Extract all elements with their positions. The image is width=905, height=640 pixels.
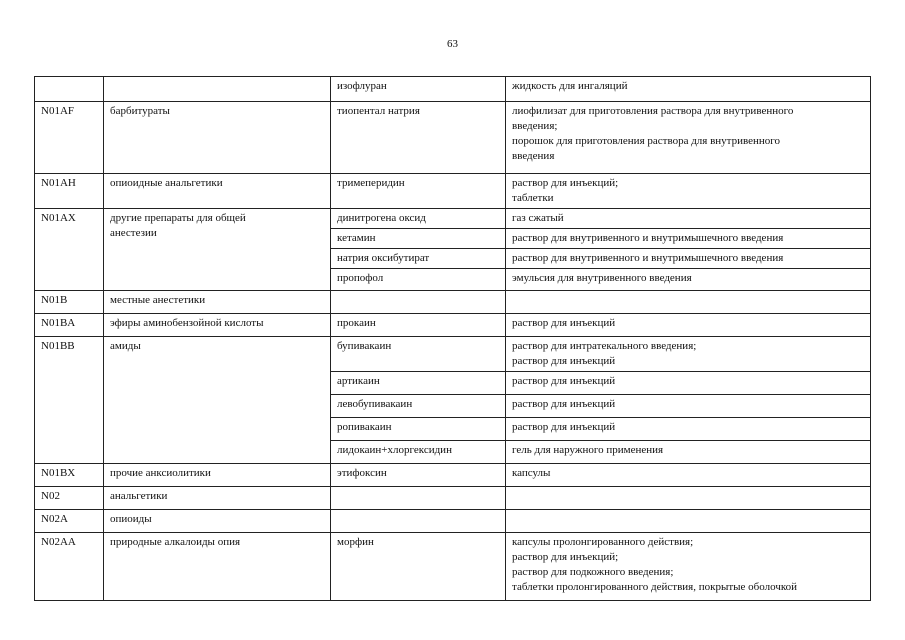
form-cell: раствор для инъекций — [506, 372, 871, 395]
drug-cell: кетамин — [331, 229, 506, 249]
table-row — [35, 174, 871, 209]
group-cell: природные алкалоиды опия — [104, 533, 331, 601]
group-cell: местные анестетики — [104, 291, 331, 314]
atc-code-cell: N01AF — [35, 102, 104, 174]
group-cell — [104, 77, 331, 102]
drug-cell: лидокаин+хлоргексидин — [331, 441, 506, 464]
form-cell: раствор для инъекций — [506, 314, 871, 337]
drug-cell — [331, 291, 506, 314]
table-row — [35, 102, 871, 174]
group-cell: опиоиды — [104, 510, 331, 533]
drug-table — [34, 76, 871, 601]
atc-code-cell: N01BB — [35, 337, 104, 464]
table-row — [35, 291, 871, 314]
group-cell: прочие анксиолитики — [104, 464, 331, 487]
drug-cell: левобупивакаин — [331, 395, 506, 418]
atc-code-cell — [35, 77, 104, 102]
form-cell: жидкость для ингаляций — [506, 77, 871, 102]
atc-code-cell: N02AA — [35, 533, 104, 601]
page-number: 63 — [447, 38, 458, 50]
atc-code-cell: N02A — [35, 510, 104, 533]
table-row — [35, 209, 871, 229]
group-cell: другие препараты для общей анестезии — [104, 209, 331, 291]
group-cell: барбитураты — [104, 102, 331, 174]
atc-code-cell: N01AX — [35, 209, 104, 291]
atc-code-cell: N01BX — [35, 464, 104, 487]
drug-cell: морфин — [331, 533, 506, 601]
group-cell: эфиры аминобензойной кислоты — [104, 314, 331, 337]
form-cell: раствор для интратекального введения; раствор для инъекций — [506, 337, 871, 372]
table-row — [35, 337, 871, 372]
group-cell: амиды — [104, 337, 331, 464]
form-cell — [506, 510, 871, 533]
form-cell: капсулы пролонгированного действия; раствор для инъекций; раствор для подкожного введения; таблетки пролонгированного действия, покрытые оболочкой — [506, 533, 871, 601]
drug-cell: этифоксин — [331, 464, 506, 487]
table-row — [35, 464, 871, 487]
form-cell: раствор для инъекций — [506, 418, 871, 441]
drug-cell: ропивакаин — [331, 418, 506, 441]
drug-cell: тиопентал натрия — [331, 102, 506, 174]
form-cell — [506, 291, 871, 314]
form-cell: эмульсия для внутривенного введения — [506, 269, 871, 291]
table-row — [35, 314, 871, 337]
drug-cell — [331, 510, 506, 533]
table-row — [35, 533, 871, 601]
group-cell: опиоидные анальгетики — [104, 174, 331, 209]
form-cell — [506, 487, 871, 510]
drug-cell: тримеперидин — [331, 174, 506, 209]
form-cell: раствор для инъекций — [506, 395, 871, 418]
drug-cell: изофлуран — [331, 77, 506, 102]
atc-code-cell: N01B — [35, 291, 104, 314]
drug-cell — [331, 487, 506, 510]
atc-code-cell: N01AH — [35, 174, 104, 209]
table-row — [35, 77, 871, 102]
form-cell: гель для наружного применения — [506, 441, 871, 464]
atc-code-cell: N01BA — [35, 314, 104, 337]
form-cell: раствор для инъекций; таблетки — [506, 174, 871, 209]
drug-cell: артикаин — [331, 372, 506, 395]
form-cell: капсулы — [506, 464, 871, 487]
form-cell: газ сжатый — [506, 209, 871, 229]
drug-cell: динитрогена оксид — [331, 209, 506, 229]
drug-cell: бупивакаин — [331, 337, 506, 372]
drug-cell: пропофол — [331, 269, 506, 291]
form-cell: лиофилизат для приготовления раствора для внутривенного введения; порошок для приготовления раствора для внутривенного введения — [506, 102, 871, 174]
table-row — [35, 487, 871, 510]
atc-code-cell: N02 — [35, 487, 104, 510]
drug-cell: прокаин — [331, 314, 506, 337]
group-cell: анальгетики — [104, 487, 331, 510]
form-cell: раствор для внутривенного и внутримышечного введения — [506, 249, 871, 269]
drug-cell: натрия оксибутират — [331, 249, 506, 269]
table-row — [35, 510, 871, 533]
form-cell: раствор для внутривенного и внутримышечного введения — [506, 229, 871, 249]
